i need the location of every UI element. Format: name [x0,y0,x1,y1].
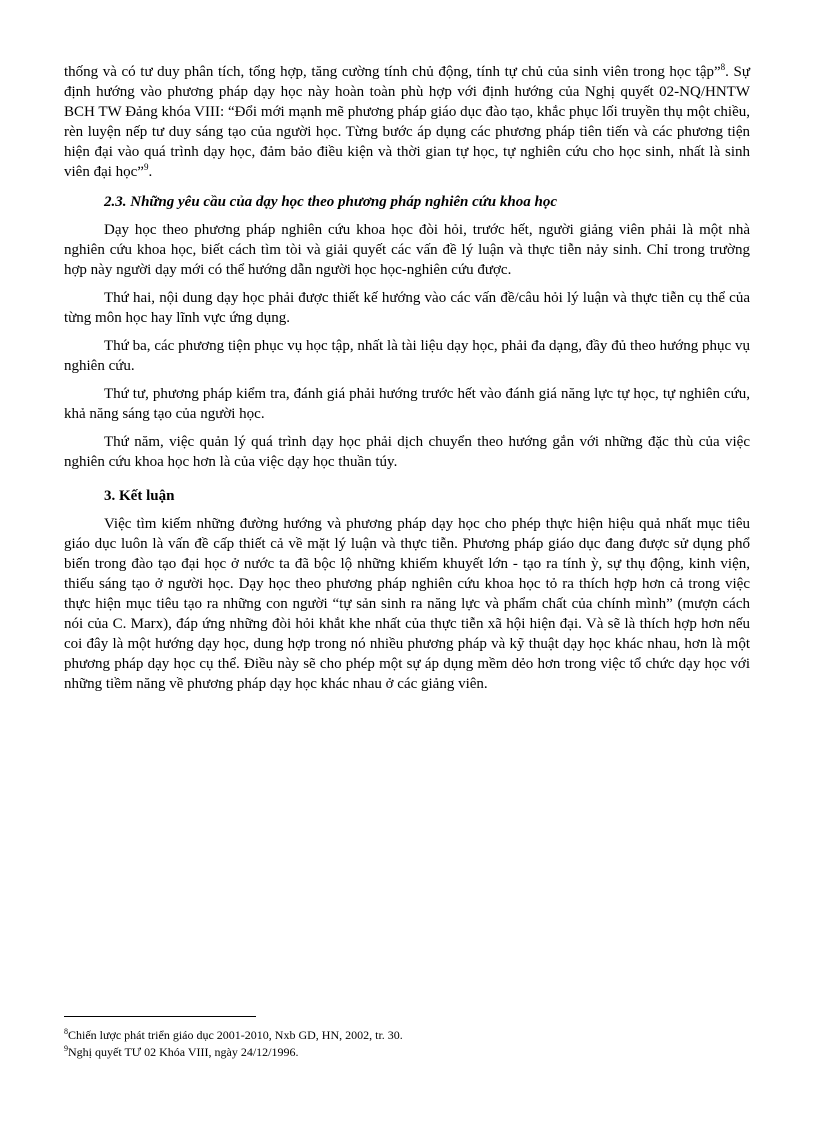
footnote-8 [64,1027,750,1044]
intro-text-part-3: . [148,164,153,180]
footnote-9 [64,1044,750,1061]
section-2-3-paragraph-4: Thứ tư, phương pháp kiểm tra, đánh giá phải hướng trước hết vào đánh giá năng lực tự học, tự nghiên cứu, khả năng sáng tạo của người học. [64,386,750,422]
section-2-3-paragraph-5: Thứ năm, việc quản lý quá trình dạy học phải dịch chuyển theo hướng gắn với những đặc thù của việc nghiên cứu khoa học hơn là của việc dạy học thuần túy. [64,434,750,470]
intro-text-part-1: thống và có tư duy phân tích, tổng hợp, tăng cường tính chủ động, tính tự chủ của sinh viên trong học tập” [64,64,721,80]
footnote-ref-9[interactable]: 9 [143,162,149,172]
intro-paragraph [64,62,750,182]
footnote-9-number: 9 [64,1044,68,1053]
footnote-8-number: 8 [64,1027,68,1036]
footnote-9-text: Nghị quyết TƯ 02 Khóa VIII, ngày 24/12/1996. [68,1045,299,1059]
intro-text-part-2: . Sự định hướng vào phương pháp dạy học này hoàn toàn phù hợp với định hướng của Nghị quyết 02-NQ/HNTW BCH TW Đảng khóa VIII: “Đổi mới mạnh mẽ phương pháp giáo dục đào tạo, khắc phục lối truyền thụ một chiều, rèn luyện nếp tư duy sáng tạo của người học. Từng bước áp dụng các phương pháp tiên tiến và các phương tiện hiện đại vào quá trình dạy học, đảm bảo điều kiện và thời gian tự học, tự nghiên cứu cho học sinh, nhất là sinh viên đại học” [64,64,750,180]
section-3-heading: 3. Kết luận [104,488,175,504]
footnote-separator [64,1016,256,1017]
footnote-ref-8[interactable]: 8 [720,62,726,72]
section-2-3-heading: 2.3. Những yêu cầu của dạy học theo phương pháp nghiên cứu khoa học [104,194,557,210]
document-body [64,62,750,694]
section-2-3-paragraph-3: Thứ ba, các phương tiện phục vụ học tập, nhất là tài liệu dạy học, phải đa dạng, đầy đủ theo hướng phục vụ nghiên cứu. [64,338,750,374]
footnotes [64,1027,750,1061]
section-2-3-paragraph-2: Thứ hai, nội dung dạy học phải được thiết kế hướng vào các vấn đề/câu hỏi lý luận và thực tiễn cụ thể của từng môn học hay lĩnh vực ứng dụng. [64,290,750,326]
conclusion-paragraph: Việc tìm kiếm những đường hướng và phương pháp dạy học cho phép thực hiện hiệu quả nhất mục tiêu giáo dục luôn là vấn đề cấp thiết cả về mặt lý luận và thực tiễn. Phương pháp giáo dục đang được sử dụng phổ biến trong đào tạo đại học ở nước ta đã bộc lộ những khiếm khuyết lớn - tạo ra tính ỳ, sự thụ động, kinh viện, thiếu sáng tạo ở người học. Dạy học theo phương pháp nghiên cứu khoa học tỏ ra thích hợp hơn cả trong việc thực hiện mục tiêu tạo ra những con người “tự sản sinh ra năng lực và phẩm chất của chính mình” (mượn cách nói của C. Marx), đáp ứng những đòi hỏi khắt khe nhất của thực tiễn xã hội hiện đại. Và sẽ là thích hợp hơn nếu coi đây là một hướng dạy học, dung hợp trong nó nhiều phương pháp và kỹ thuật dạy học khác nhau, hơn là một phương pháp dạy học cụ thể. Điều này sẽ cho phép một sự áp dụng mềm dẻo hơn trong việc tổ chức dạy học với những tiềm năng về phương pháp dạy học khác nhau ở các giảng viên. [64,516,750,692]
section-2-3-paragraph-1: Dạy học theo phương pháp nghiên cứu khoa học đòi hỏi, trước hết, người giảng viên phải là một nhà nghiên cứu khoa học, biết cách tìm tòi và giải quyết các vấn đề lý luận và thực tiễn nảy sinh. Chỉ trong trường hợp này người dạy mới có thể hướng dẫn người học học-nghiên cứu được. [64,222,750,278]
footnote-8-text: Chiến lược phát triển giáo dục 2001-2010, Nxb GD, HN, 2002, tr. 30. [68,1028,403,1042]
